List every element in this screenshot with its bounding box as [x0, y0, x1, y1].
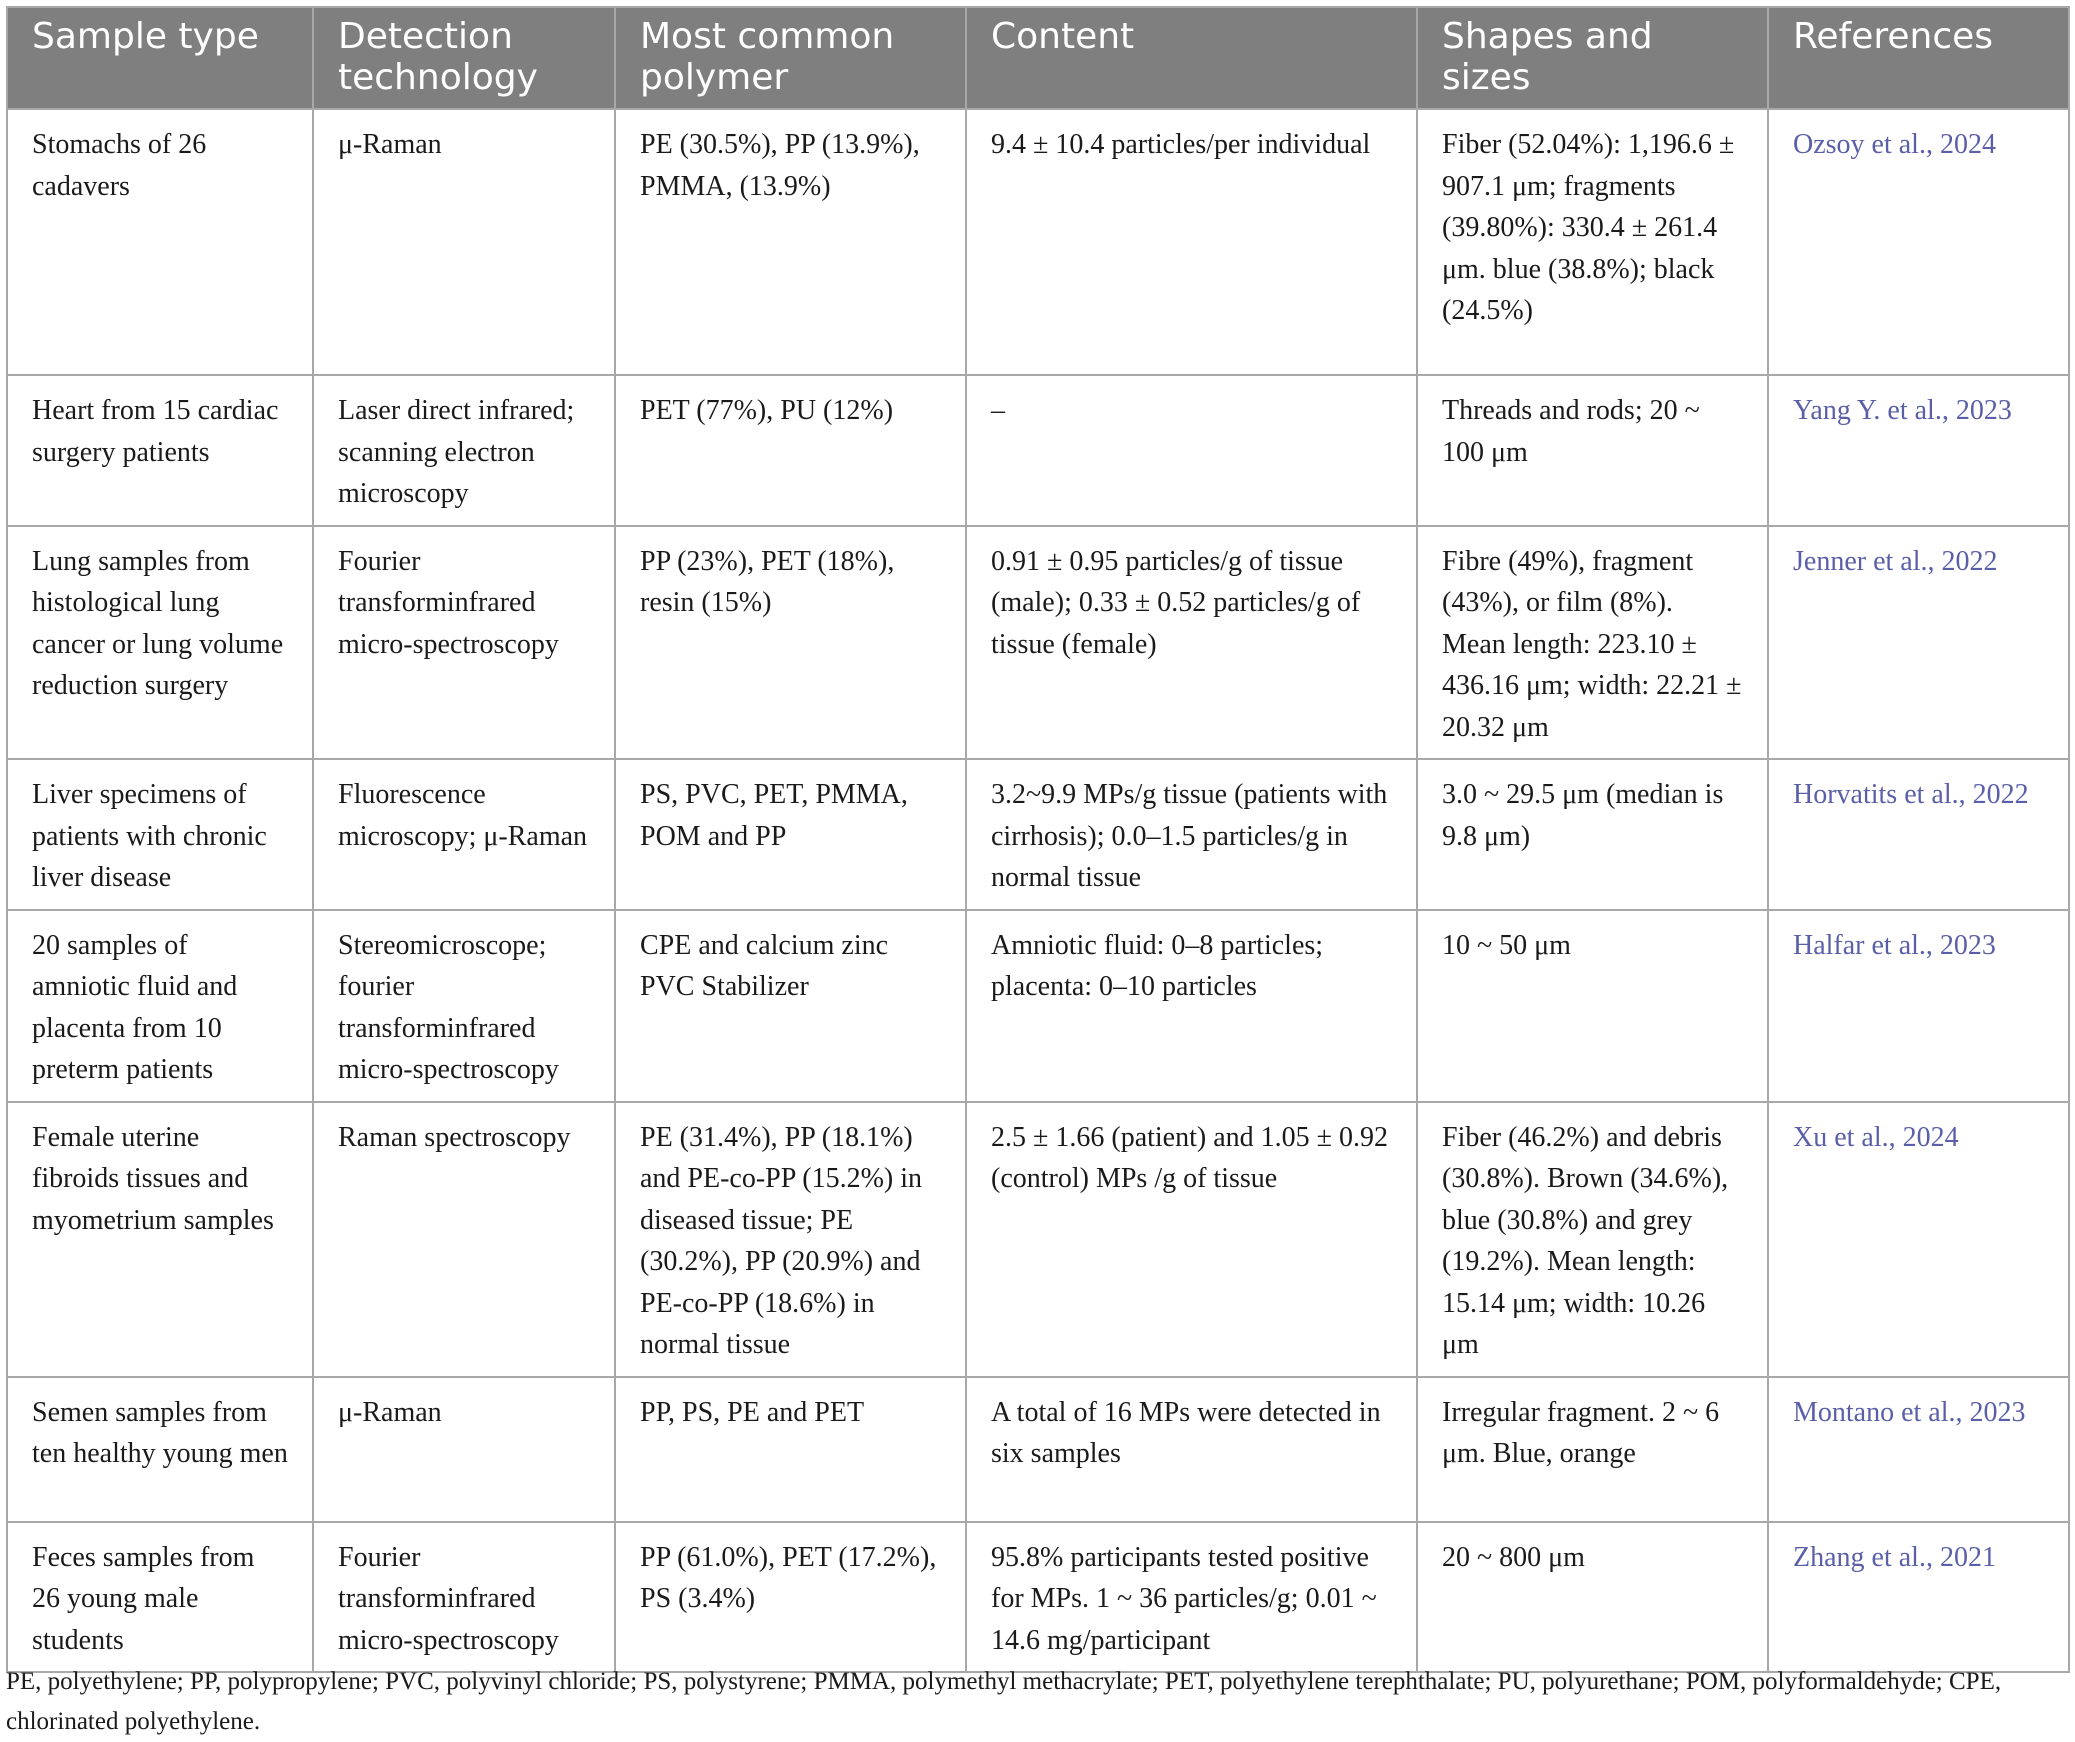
cell-polymer: PP (23%), PET (18%), resin (15%): [615, 526, 966, 760]
cell-content: 3.2~9.9 MPs/g tissue (patients with cirrhosis); 0.0–1.5 particles/g in normal tissue: [966, 759, 1417, 910]
table-row: [7, 1377, 2069, 1522]
cell-polymer: PET (77%), PU (12%): [615, 375, 966, 526]
table-row: [7, 910, 2069, 1102]
cell-detection-technology: Fourier transforminfrared micro-spectroscopy: [313, 1522, 615, 1673]
table-row: [7, 526, 2069, 760]
data-table-container: [6, 6, 2068, 1673]
cell-content: Amniotic fluid: 0–8 particles; placenta: 0–10 particles: [966, 910, 1417, 1102]
table-row: [7, 1522, 2069, 1673]
cell-detection-technology: μ-Raman: [313, 109, 615, 375]
cell-shapes-sizes: Irregular fragment. 2 ~ 6 μm. Blue, orange: [1417, 1377, 1768, 1522]
cell-detection-technology: Fourier transforminfrared micro-spectroscopy: [313, 526, 615, 760]
cell-sample-type: Feces samples from 26 young male students: [7, 1522, 313, 1673]
cell-sample-type: Liver specimens of patients with chronic liver disease: [7, 759, 313, 910]
reference-link[interactable]: Yang Y. et al., 2023: [1768, 375, 2069, 526]
cell-polymer: CPE and calcium zinc PVC Stabilizer: [615, 910, 966, 1102]
reference-link[interactable]: Halfar et al., 2023: [1768, 910, 2069, 1102]
cell-detection-technology: Laser direct infrared; scanning electron microscopy: [313, 375, 615, 526]
cell-polymer: PS, PVC, PET, PMMA, POM and PP: [615, 759, 966, 910]
microplastics-table: [6, 6, 2070, 1673]
cell-sample-type: Female uterine fibroids tissues and myometrium samples: [7, 1102, 313, 1377]
cell-detection-technology: Raman spectroscopy: [313, 1102, 615, 1377]
cell-shapes-sizes: 20 ~ 800 μm: [1417, 1522, 1768, 1673]
cell-shapes-sizes: Fiber (52.04%): 1,196.6 ± 907.1 μm; fragments (39.80%): 330.4 ± 261.4 μm. blue (38.8%); black (24.5%): [1417, 109, 1768, 375]
cell-shapes-sizes: Fiber (46.2%) and debris (30.8%). Brown (34.6%), blue (30.8%) and grey (19.2%). Mean length: 15.14 μm; width: 10.26 μm: [1417, 1102, 1768, 1377]
cell-polymer: PE (30.5%), PP (13.9%), PMMA, (13.9%): [615, 109, 966, 375]
cell-detection-technology: μ-Raman: [313, 1377, 615, 1522]
table-row: [7, 109, 2069, 375]
cell-content: A total of 16 MPs were detected in six samples: [966, 1377, 1417, 1522]
reference-link[interactable]: Montano et al., 2023: [1768, 1377, 2069, 1522]
cell-polymer: PE (31.4%), PP (18.1%) and PE-co-PP (15.2%) in diseased tissue; PE (30.2%), PP (20.9%) and PE-co-PP (18.6%) in normal tissue: [615, 1102, 966, 1377]
table-header-row: [7, 7, 2069, 109]
table-row: [7, 1102, 2069, 1377]
reference-link[interactable]: Horvatits et al., 2022: [1768, 759, 2069, 910]
reference-link[interactable]: Jenner et al., 2022: [1768, 526, 2069, 760]
header-sample-type: Sample type: [7, 7, 313, 109]
cell-detection-technology: Stereomicroscope; fourier transforminfrared micro-spectroscopy: [313, 910, 615, 1102]
cell-sample-type: 20 samples of amniotic fluid and placenta from 10 preterm patients: [7, 910, 313, 1102]
header-references: References: [1768, 7, 2069, 109]
cell-shapes-sizes: 3.0 ~ 29.5 μm (median is 9.8 μm): [1417, 759, 1768, 910]
reference-link[interactable]: Zhang et al., 2021: [1768, 1522, 2069, 1673]
cell-shapes-sizes: 10 ~ 50 μm: [1417, 910, 1768, 1102]
reference-link[interactable]: Xu et al., 2024: [1768, 1102, 2069, 1377]
cell-content: 9.4 ± 10.4 particles/per individual: [966, 109, 1417, 375]
cell-polymer: PP (61.0%), PET (17.2%), PS (3.4%): [615, 1522, 966, 1673]
table-footnote: PE, polyethylene; PP, polypropylene; PVC, polyvinyl chloride; PS, polystyrene; PMMA, polymethyl methacrylate; PET, polyethylene terephthalate; PU, polyurethane; POM, polyformaldehyde; CPE, chlorinated polyethylene.: [6, 1668, 2002, 1735]
cell-content: –: [966, 375, 1417, 526]
reference-link[interactable]: Ozsoy et al., 2024: [1768, 109, 2069, 375]
cell-sample-type: Semen samples from ten healthy young men: [7, 1377, 313, 1522]
cell-detection-technology: Fluorescence microscopy; μ-Raman: [313, 759, 615, 910]
cell-sample-type: Stomachs of 26 cadavers: [7, 109, 313, 375]
cell-shapes-sizes: Fibre (49%), fragment (43%), or film (8%). Mean length: 223.10 ± 436.16 μm; width: 22.21 ± 20.32 μm: [1417, 526, 1768, 760]
cell-sample-type: Lung samples from histological lung cancer or lung volume reduction surgery: [7, 526, 313, 760]
cell-shapes-sizes: Threads and rods; 20 ~ 100 μm: [1417, 375, 1768, 526]
header-most-common-polymer: Most common polymer: [615, 7, 966, 109]
header-detection-technology: Detection technology: [313, 7, 615, 109]
cell-sample-type: Heart from 15 cardiac surgery patients: [7, 375, 313, 526]
header-content: Content: [966, 7, 1417, 109]
cell-polymer: PP, PS, PE and PET: [615, 1377, 966, 1522]
table-row: [7, 759, 2069, 910]
cell-content: 95.8% participants tested positive for MPs. 1 ~ 36 particles/g; 0.01 ~ 14.6 mg/participant: [966, 1522, 1417, 1673]
table-row: [7, 375, 2069, 526]
cell-content: 0.91 ± 0.95 particles/g of tissue (male); 0.33 ± 0.52 particles/g of tissue (female): [966, 526, 1417, 760]
header-shapes-and-sizes: Shapes and sizes: [1417, 7, 1768, 109]
cell-content: 2.5 ± 1.66 (patient) and 1.05 ± 0.92 (control) MPs /g of tissue: [966, 1102, 1417, 1377]
